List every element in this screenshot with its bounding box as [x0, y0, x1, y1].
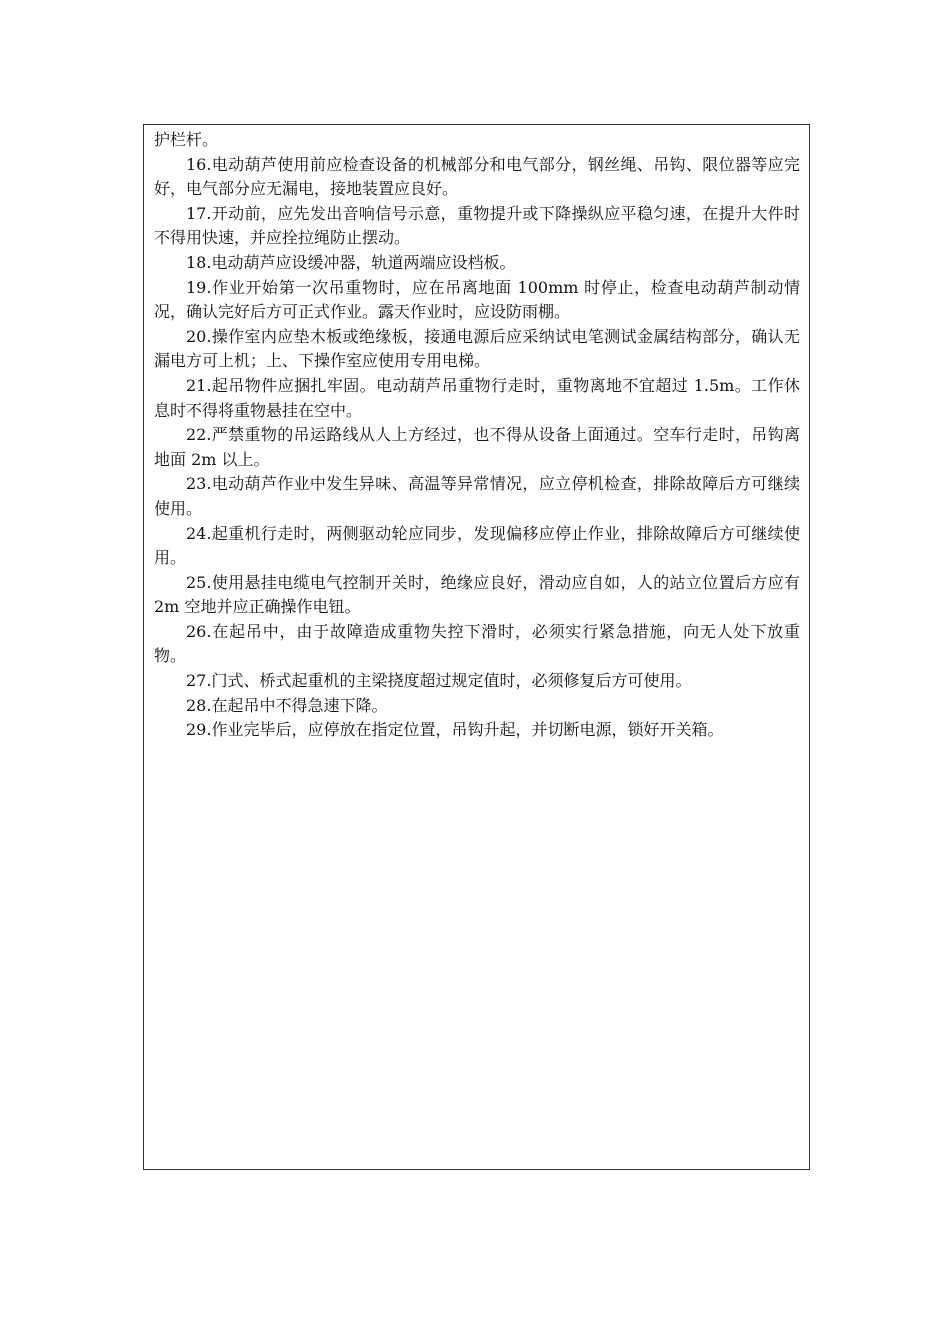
rule-18: 18.电动葫芦应设缓冲器，轨道两端应设档板。	[186, 252, 516, 272]
continued-text: 护栏杆。	[154, 130, 219, 149]
rule-22: 22.严禁重物的吊运路线从人上方经过，也不得从设备上面通过。空车行走时，吊钩离地面 2m 以上。	[154, 425, 800, 469]
rule-26: 26.在起吊中，由于故障造成重物失控下滑时，必须实行紧急措施，向无人处下放重物。	[154, 621, 800, 666]
document-body	[154, 128, 800, 743]
rule-27: 27.门式、桥式起重机的主梁挠度超过规定值时，必须修复后方可使用。	[186, 671, 692, 691]
rule-19: 19.作业开始第一次吊重物时，应在吊离地面 100mm 时停止，检查电动葫芦制动情况，确认完好后方可正式作业。露天作业时，应设防雨棚。	[154, 277, 800, 322]
rule-29: 29.作业完毕后，应停放在指定位置，吊钩升起，并切断电源，锁好开关箱。	[186, 720, 724, 740]
rule-16: 16.电动葫芦使用前应检查设备的机械部分和电气部分，钢丝绳、吊钩、限位器等应完好，电气部分应无漏电，接地装置应良好。	[154, 154, 800, 199]
rule-28: 28.在起吊中不得急速下降。	[186, 695, 388, 715]
rule-25: 25.使用悬挂电缆电气控制开关时，绝缘应良好，滑动应自如，人的站立位置后方应有 2m 空地并应正确操作电钮。	[154, 572, 800, 617]
document-frame	[143, 124, 810, 1170]
rule-21: 21.起吊物件应捆扎牢固。电动葫芦吊重物行走时，重物离地不宜超过 1.5m。工作休息时不得将重物悬挂在空中。	[154, 375, 800, 420]
rule-17: 17.开动前，应先发出音响信号示意，重物提升或下降操纵应平稳匀速，在提升大件时不得用快速，并应拴拉绳防止摆动。	[154, 203, 800, 248]
rule-24: 24.起重机行走时，两侧驱动轮应同步，发现偏移应停止作业，排除故障后方可继续使用。	[154, 523, 800, 568]
rule-23: 23.电动葫芦作业中发生异味、高温等异常情况，应立停机检查，排除故障后方可继续使用。	[154, 474, 800, 518]
rule-20: 20.操作室内应垫木板或绝缘板，接通电源后应采纳试电笔测试金属结构部分，确认无漏电方可上机；上、下操作室应使用专用电梯。	[154, 326, 800, 371]
